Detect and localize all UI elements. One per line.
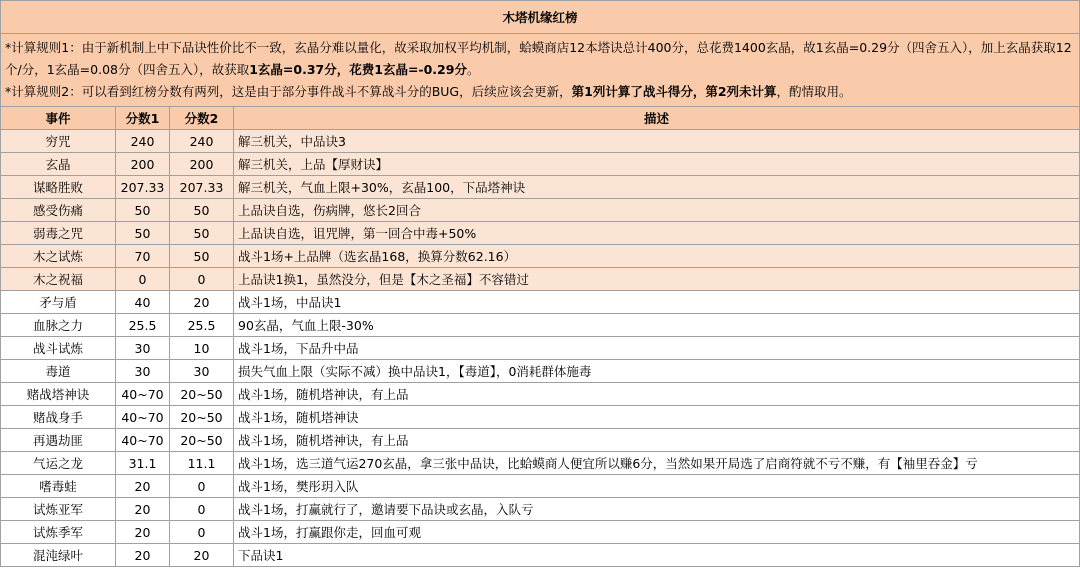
description-cell: 战斗1场，打赢跟你走，回血可观 [234, 521, 1080, 544]
description-cell: 战斗1场，选三道气运270玄晶，拿三张中品诀，比蛤蟆商人便宜所以赚6分，当然如果开局选了启商符就不亏不赚，有【袖里吞金】亏 [234, 452, 1080, 475]
event-cell: 谋略胜败 [1, 176, 116, 199]
table-row [1, 176, 1080, 199]
description-cell: 战斗1场，随机塔神诀，有上品 [234, 383, 1080, 406]
event-cell: 赌战塔神诀 [1, 383, 116, 406]
table-row [1, 383, 1080, 406]
table-row [1, 199, 1080, 222]
score2-cell: 20~50 [170, 406, 234, 429]
column-header-score2: 分数2 [170, 107, 234, 130]
score1-cell: 30 [116, 360, 170, 383]
table-row [1, 475, 1080, 498]
score1-cell: 40 [116, 291, 170, 314]
score1-cell: 207.33 [116, 176, 170, 199]
description-cell: 战斗1场，下品升中品 [234, 337, 1080, 360]
table-row [1, 521, 1080, 544]
score1-cell: 40~70 [116, 429, 170, 452]
description-cell: 90玄晶，气血上限-30% [234, 314, 1080, 337]
rule-2-end: ，酌情取用。 [776, 84, 852, 99]
column-header-description: 描述 [234, 107, 1080, 130]
event-cell: 穷咒 [1, 130, 116, 153]
score2-cell: 0 [170, 521, 234, 544]
rule-1-bold: 1玄晶=0.37分，花费1玄晶=-0.29分 [249, 62, 467, 77]
description-cell: 解三机关，中品诀3 [234, 130, 1080, 153]
score2-cell: 200 [170, 153, 234, 176]
score1-cell: 240 [116, 130, 170, 153]
table-row [1, 544, 1080, 567]
event-cell: 木之试炼 [1, 245, 116, 268]
rule-1 [5, 37, 1075, 81]
rule-1-end: 。 [466, 62, 480, 77]
score2-cell: 0 [170, 475, 234, 498]
header-row [1, 107, 1080, 130]
table-row [1, 360, 1080, 383]
column-header-event: 事件 [1, 107, 116, 130]
table-row [1, 268, 1080, 291]
description-cell: 战斗1场+上品牌（选玄晶168，换算分数62.16） [234, 245, 1080, 268]
score1-cell: 200 [116, 153, 170, 176]
table-row [1, 153, 1080, 176]
score2-cell: 50 [170, 222, 234, 245]
score1-cell: 50 [116, 199, 170, 222]
description-cell: 解三机关，气血上限+30%，玄晶100，下品塔神诀 [234, 176, 1080, 199]
score1-cell: 40~70 [116, 406, 170, 429]
score1-cell: 30 [116, 337, 170, 360]
event-cell: 战斗试炼 [1, 337, 116, 360]
score1-cell: 20 [116, 498, 170, 521]
score2-cell: 50 [170, 199, 234, 222]
score2-cell: 0 [170, 498, 234, 521]
score1-cell: 25.5 [116, 314, 170, 337]
event-cell: 感受伤痛 [1, 199, 116, 222]
score1-cell: 20 [116, 544, 170, 567]
score2-cell: 20~50 [170, 383, 234, 406]
score2-cell: 50 [170, 245, 234, 268]
table-row [1, 337, 1080, 360]
event-cell: 再遇劫匪 [1, 429, 116, 452]
score2-cell: 10 [170, 337, 234, 360]
table-row [1, 222, 1080, 245]
score2-cell: 20 [170, 544, 234, 567]
rule-2-bold: 第1列计算了战斗得分，第2列未计算 [571, 84, 777, 99]
description-cell: 下品诀1 [234, 544, 1080, 567]
table-row [1, 314, 1080, 337]
table-row [1, 452, 1080, 475]
table-row [1, 291, 1080, 314]
column-header-score1: 分数1 [116, 107, 170, 130]
score1-cell: 0 [116, 268, 170, 291]
description-cell: 战斗1场，随机塔神诀 [234, 406, 1080, 429]
score2-cell: 25.5 [170, 314, 234, 337]
score1-cell: 50 [116, 222, 170, 245]
event-cell: 矛与盾 [1, 291, 116, 314]
score1-cell: 40~70 [116, 383, 170, 406]
description-cell: 战斗1场，樊彤玥入队 [234, 475, 1080, 498]
description-cell: 上品诀1换1，虽然没分，但是【木之圣福】不容错过 [234, 268, 1080, 291]
event-cell: 木之祝福 [1, 268, 116, 291]
description-cell: 战斗1场，中品诀1 [234, 291, 1080, 314]
table-row [1, 406, 1080, 429]
event-cell: 嗜毒蛙 [1, 475, 116, 498]
rule-2 [5, 81, 1075, 103]
description-cell: 战斗1场，打赢就行了，邀请要下品诀或玄晶，入队亏 [234, 498, 1080, 521]
event-cell: 试炼亚军 [1, 498, 116, 521]
table-row [1, 498, 1080, 521]
table-row [1, 429, 1080, 452]
event-cell: 气运之龙 [1, 452, 116, 475]
table-row [1, 245, 1080, 268]
score2-cell: 30 [170, 360, 234, 383]
event-cell: 试炼季军 [1, 521, 116, 544]
description-cell: 解三机关，上品【厚财诀】 [234, 153, 1080, 176]
description-cell: 上品诀自选，诅咒牌，第一回合中毒+50% [234, 222, 1080, 245]
score1-cell: 20 [116, 521, 170, 544]
event-cell: 玄晶 [1, 153, 116, 176]
rules-note [1, 34, 1080, 107]
event-cell: 混沌绿叶 [1, 544, 116, 567]
sheet-title: 木塔机缘红榜 [1, 1, 1080, 34]
score2-cell: 0 [170, 268, 234, 291]
rule-2-text: *计算规则2：可以看到红榜分数有两列，这是由于部分事件战斗不算战斗分的BUG，后续应该会更新， [5, 84, 572, 99]
score2-cell: 11.1 [170, 452, 234, 475]
description-cell: 战斗1场，随机塔神诀，有上品 [234, 429, 1080, 452]
score2-cell: 20 [170, 291, 234, 314]
score2-cell: 240 [170, 130, 234, 153]
event-cell: 弱毒之咒 [1, 222, 116, 245]
description-cell: 上品诀自选，伤病牌，悠长2回合 [234, 199, 1080, 222]
score1-cell: 20 [116, 475, 170, 498]
score2-cell: 20~50 [170, 429, 234, 452]
score1-cell: 70 [116, 245, 170, 268]
event-cell: 赌战身手 [1, 406, 116, 429]
event-cell: 毒道 [1, 360, 116, 383]
score1-cell: 31.1 [116, 452, 170, 475]
event-cell: 血脉之力 [1, 314, 116, 337]
rule-1-text: *计算规则1：由于新机制上中下品诀性价比不一致，玄晶分难以量化，故采取加权平均机制，蛤蟆商店12本塔诀总计400分，总花费1400玄晶，故1玄晶=0.29分（四舍五入），加上玄晶获取12个/分，1玄晶=0.08分（四舍五入），故获取 [5, 40, 1072, 77]
score2-cell: 207.33 [170, 176, 234, 199]
table-row [1, 130, 1080, 153]
description-cell: 损失气血上限（实际不减）换中品诀1，【毒道】，0消耗群体施毒 [234, 360, 1080, 383]
